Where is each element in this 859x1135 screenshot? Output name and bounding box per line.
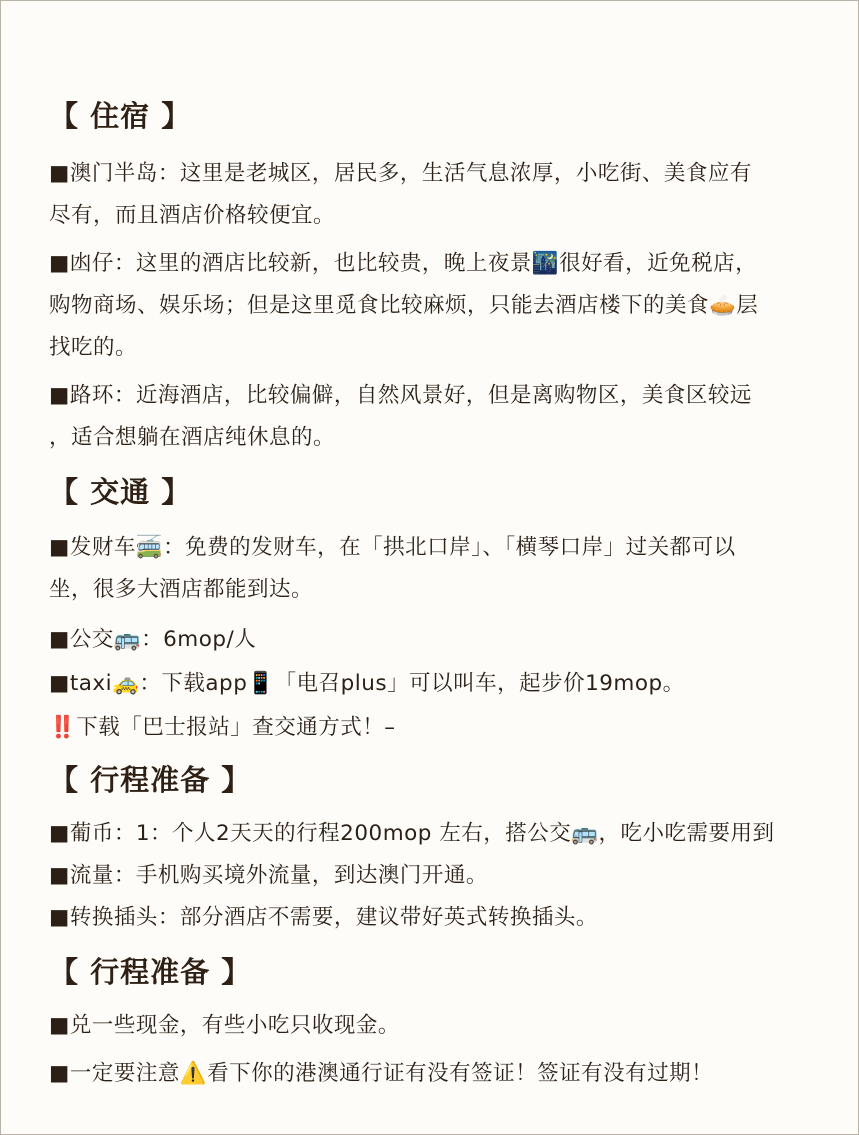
item-text-line: 尽有，而且酒店价格较便宜。 bbox=[49, 203, 336, 228]
list-item bbox=[49, 1005, 829, 1047]
item-text-line: ■公交🚌：6mop/人 bbox=[49, 627, 257, 652]
list-item bbox=[49, 527, 829, 611]
item-text-line: ■转换插头：部分酒店不需要，建议带好英式转换插头。 bbox=[49, 905, 598, 930]
list-item bbox=[49, 243, 829, 369]
list-item bbox=[49, 663, 829, 705]
list-item bbox=[49, 153, 829, 237]
item-text-line: ■兑一些现金，有些小吃只收现金。 bbox=[49, 1013, 400, 1038]
item-text-line: ■路环：近海酒店，比较偏僻，自然风景好，但是离购物区，美食区较远 bbox=[49, 383, 752, 408]
item-text-line: ■流量：手机购买境外流量，到达澳门开通。 bbox=[49, 863, 488, 888]
item-text-line: ■发财车🚎：免费的发财车，在「拱北口岸」、「横琴口岸」过关都可以 bbox=[49, 535, 736, 560]
section-heading: 【 交通 】 bbox=[49, 475, 192, 509]
list-item bbox=[49, 855, 829, 897]
item-text-line: ■taxi🚕：下载app📱「电召plus」可以叫车，起步价19mop。 bbox=[49, 671, 685, 696]
item-text-line: ■一定要注意⚠️看下你的港澳通行证有没有签证！签证有没有过期！ bbox=[49, 1061, 714, 1086]
item-text-line: ‼️下载「巴士报站」查交通方式！– bbox=[49, 715, 396, 740]
list-item bbox=[49, 813, 829, 855]
item-text-line: 购物商场、娱乐场；但是这里觅食比较麻烦，只能去酒店楼下的美食🥧层 bbox=[49, 293, 759, 318]
item-text-line: ■凼仔：这里的酒店比较新，也比较贵，晚上夜景🌃很好看，近免税店， bbox=[49, 251, 758, 276]
item-text-line: 找吃的。 bbox=[49, 335, 138, 360]
item-text-line: ，适合想躺在酒店纯休息的。 bbox=[49, 425, 336, 450]
item-text-line: 坐，很多大酒店都能到达。 bbox=[49, 577, 314, 602]
section-heading: 【 行程准备 】 bbox=[49, 955, 252, 989]
list-item bbox=[49, 619, 829, 661]
item-text-line: ■澳门半岛：这里是老城区，居民多，生活气息浓厚，小吃街、美食应有 bbox=[49, 161, 752, 186]
list-item bbox=[49, 1053, 829, 1095]
note-content bbox=[49, 93, 829, 1095]
list-item bbox=[49, 897, 829, 939]
list-item bbox=[49, 375, 829, 459]
item-text-line: ■葡币：1：个人2天天的行程200mop 左右，搭公交🚌，吃小吃需要用到 bbox=[49, 821, 775, 846]
list-item bbox=[49, 707, 829, 749]
section-heading: 【 住宿 】 bbox=[49, 99, 192, 133]
section-heading: 【 行程准备 】 bbox=[49, 763, 252, 797]
